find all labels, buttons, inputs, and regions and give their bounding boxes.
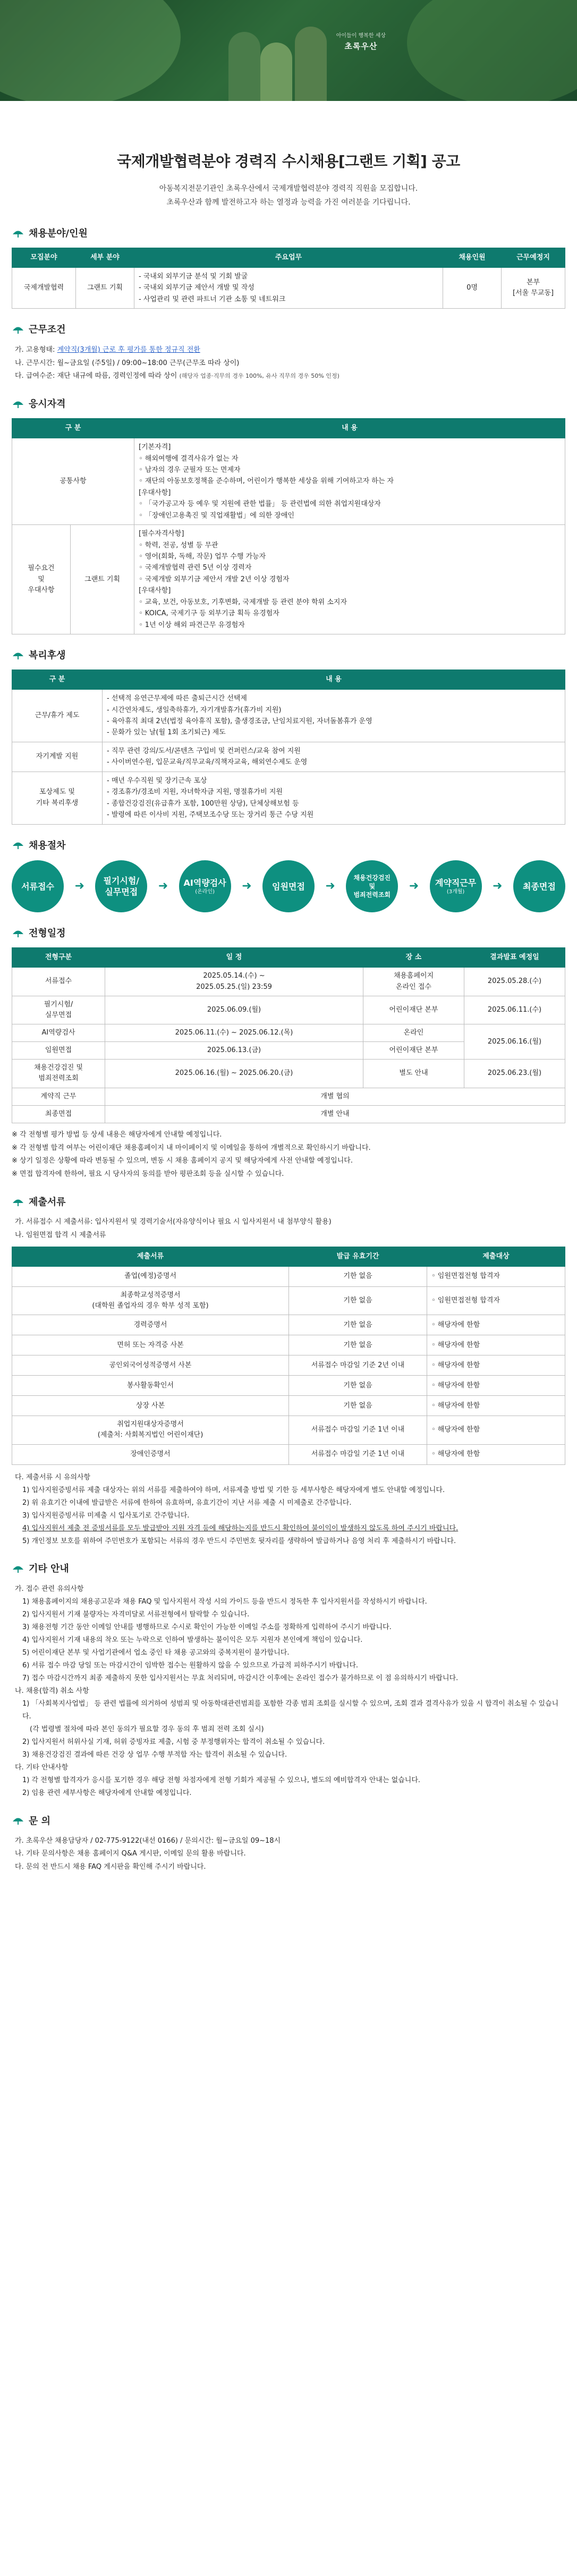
- documents-intro: [12, 1216, 565, 1242]
- table-row: [12, 1355, 565, 1376]
- table-header: 발급 유효기간: [289, 1247, 427, 1266]
- text-line: - 매년 우수직원 및 장기근속 포상: [107, 776, 207, 785]
- section-header-conditions: [12, 323, 565, 337]
- text-line: 2025.05.28.(수): [464, 968, 565, 996]
- text-line: ◦ 「국가공고자 등 예우 및 지원에 관한 법률」 등 관련법에 의한 취업지원대상자: [139, 500, 381, 509]
- table-row: [12, 742, 565, 772]
- intro-line: 초록우산과 함께 발전하고자 하는 열정과 능력을 가진 여러분을 기다립니다.: [166, 198, 411, 207]
- benefit-lines: [103, 772, 565, 824]
- text-line: 6) 서류 접수 마감 당일 또는 마감시간이 임박한 접수는 원활하지 않을 수 있으므로 가급적 피하주시기 바랍니다.: [22, 1662, 359, 1670]
- doc-target: ◦ 임원면접전형 합격자: [427, 1266, 565, 1286]
- text-line: 2) 임용 관련 세부사항은 해당자에게 안내할 예정입니다.: [22, 1789, 192, 1798]
- table-row: [12, 267, 565, 308]
- doc-name: 졸업(예정)증명서: [12, 1266, 289, 1286]
- table-row: [12, 996, 565, 1024]
- section-header-recruit: [12, 226, 565, 241]
- arrow-right-icon: ➜: [242, 879, 252, 893]
- text-line: 2025.05.14.(수) ~ 2025.05.25.(일) 23:59: [105, 968, 363, 996]
- section-header-schedule: [12, 926, 565, 941]
- table-row: [12, 438, 565, 525]
- process-step: 최종면접: [513, 860, 565, 912]
- text-line: [필수자격사항]: [139, 530, 184, 538]
- doc-target: ◦ 해당자에 한함: [427, 1416, 565, 1444]
- doc-validity: 서류접수 마감일 기준 1년 이내: [289, 1416, 427, 1444]
- doc-name: 공인외국어성적증명서 사본: [12, 1355, 289, 1376]
- table-header: 일 정: [105, 948, 363, 968]
- text-line: - 문화가 있는 날(월 1회 조기퇴근) 제도: [107, 728, 226, 737]
- text-line: 나. 채용(합격) 취소 사항: [15, 1687, 89, 1696]
- section-title: 근무조건: [29, 324, 66, 336]
- table-row: [12, 1396, 565, 1416]
- row-label: 자기계발 지원: [12, 742, 103, 772]
- brand-tagline: 아이들이 행복한 세상: [336, 33, 386, 39]
- cell-place: [502, 267, 565, 308]
- arrow-right-icon: ➜: [158, 879, 168, 893]
- doc-target: ◦ 임원면접전형 합격자: [427, 1286, 565, 1315]
- section-title: 기타 안내: [29, 1563, 69, 1574]
- text-line: ◦ 교육, 보건, 아동보호, 기후변화, 국제개발 등 관련 분야 학위 소지자: [139, 598, 347, 606]
- text-line: 2025.06.11.(수): [464, 996, 565, 1024]
- schedule-table: [12, 947, 565, 1123]
- cell-field: 국제개발협력: [12, 267, 76, 308]
- text-line: ◦ KOICA, 국제기구 등 외부기금 획득 유경험자: [139, 609, 279, 618]
- doc-validity: 기한 없음: [289, 1266, 427, 1286]
- brand-logo: [336, 32, 386, 53]
- text-line: - 발령에 따른 이사비 지원, 주택보조수당 또는 장거리 통근 수당 지원: [107, 811, 314, 819]
- row-label: [12, 525, 71, 634]
- text-line: 가. 서류접수 시 제출서류: 입사지원서 및 경력기술서(자유양식이나 필요 시 입사지원서 내 첨부양식 활용): [15, 1218, 332, 1226]
- text-line: 최종면접: [12, 1105, 105, 1123]
- doc-target: ◦ 해당자에 한함: [427, 1355, 565, 1376]
- table-row: [12, 1088, 565, 1105]
- row-label: [12, 772, 103, 824]
- section-header-qualification: [12, 397, 565, 412]
- doc-validity: 기한 없음: [289, 1335, 427, 1355]
- hero-banner: [0, 0, 577, 101]
- text-line: ※ 면접 합격자에 한하여, 필요 시 당사자의 동의를 받아 평판조회 등을 실시할 수 있습니다.: [12, 1170, 284, 1178]
- text-line: [우대사항]: [139, 587, 171, 595]
- doc-name: 면허 또는 자격증 사본: [12, 1335, 289, 1355]
- text-line: 나. 임원면접 합격 시 제출서류: [15, 1231, 106, 1240]
- text-line: (각 법령별 절차에 따라 본인 동의가 필요할 경우 동의 후 범죄 전력 조회 실시): [30, 1725, 264, 1734]
- text-line: ◦ 해외여행에 결격사유가 없는 자: [139, 454, 239, 463]
- text-line: ※ 각 전형별 평가 방법 등 상세 내용은 해당자에게 안내할 예정입니다.: [12, 1130, 222, 1139]
- doc-target: ◦ 해당자에 한함: [427, 1396, 565, 1416]
- work-hours: 나. 근무시간: 월~금요일 (주5일) / 09:00~18:00 근무(근무조 따라 상이): [15, 359, 240, 367]
- benefit-lines: [103, 690, 565, 742]
- text-line: - 경조휴가/경조비 지원, 자녀학자금 지원, 명절휴가비 지원: [107, 788, 283, 796]
- doc-validity: 기한 없음: [289, 1286, 427, 1315]
- text-line: 다. 문의 전 반드시 채용 FAQ 게시판을 확인해 주시기 바랍니다.: [15, 1862, 206, 1871]
- umbrella-icon: [12, 929, 24, 938]
- qualification-common: [134, 438, 565, 525]
- text-line: ◦ 영어(회화, 독해, 작문) 업무 수행 가능자: [139, 553, 266, 561]
- process-step: 필기시험/ 실무면접: [95, 860, 147, 912]
- process-flow: [12, 860, 565, 912]
- table-row: [12, 690, 565, 742]
- page-title: 국제개발협력분야 경력직 수시채용[그랜트 기획] 공고: [117, 152, 460, 170]
- text-line: 어린이재단 본부: [363, 996, 464, 1024]
- documents-notes: [12, 1471, 565, 1548]
- table-header: 제출서류: [12, 1247, 289, 1266]
- table-header: 모집분야: [12, 248, 76, 267]
- text-line: ◦ 1년 이상 해외 파견근무 유경험자: [139, 621, 245, 629]
- text-line: 별도 안내: [363, 1060, 464, 1088]
- table-header: 내 용: [134, 418, 565, 438]
- text-line: 및: [38, 575, 45, 583]
- table-header: 제출대상: [427, 1247, 565, 1266]
- table-row: [12, 772, 565, 824]
- umbrella-icon: [12, 230, 24, 238]
- doc-validity: 기한 없음: [289, 1396, 427, 1416]
- doc-validity: 서류접수 마감일 기준 1년 이내: [289, 1444, 427, 1464]
- text-line: ◦ 재단의 아동보호정책을 준수하며, 어린이가 행복한 세상을 위해 기여하고자 하는 자: [139, 477, 394, 486]
- text-line: - 육아휴직 최대 2년(법정 육아휴직 포함), 출생경조금, 난임치료지원, 자녀돌봄휴가 운영: [107, 717, 372, 725]
- text-line: 2) 입사지원서 기재 불량자는 자격미달로 서류전형에서 탈락할 수 있습니다.: [22, 1610, 250, 1619]
- table-row: [12, 1335, 565, 1355]
- text-line: 다. 제출서류 시 유의사항: [15, 1473, 91, 1481]
- text-line: 기타 복리후생: [36, 799, 79, 807]
- cell-tasks: [134, 267, 443, 308]
- section-title: 복리후생: [29, 650, 66, 662]
- employment-label: 가. 고용형태:: [15, 346, 57, 354]
- row-sublabel: 그랜트 기획: [71, 525, 134, 634]
- table-row: [12, 525, 565, 634]
- text-line: 3) 입사지원증빙서류 미제출 시 입사포기로 간주합니다.: [22, 1511, 190, 1520]
- text-line: 필기시험/ 실무면접: [12, 996, 105, 1024]
- text-line: 5) 어린이재단 본부 및 사업기관에서 업소 중인 타 채용 공고와의 중복지원이 불가합니다.: [22, 1648, 290, 1657]
- text-line: - 시간연차제도, 생일축하휴가, 자기개발휴가(휴가비 지원): [107, 706, 282, 714]
- process-step: 채용건강검진 및 범죄전력조회: [346, 860, 398, 912]
- text-line: - 종합건강검진(유급휴가 포함, 100만원 상당), 단체상해보험 등: [107, 799, 299, 808]
- intro-line: 아동복지전문기관인 초록우산에서 국제개발협력분야 경력직 직원을 모집합니다.: [159, 184, 418, 193]
- section-header-etc: [12, 1562, 565, 1577]
- text-line: ◦ 국제개발협력 관련 5년 이상 경력자: [139, 564, 252, 572]
- doc-name: 봉사활동확인서: [12, 1376, 289, 1396]
- umbrella-icon: [12, 1817, 24, 1825]
- cell-count: 0명: [443, 267, 502, 308]
- cell-subfield: 그랜트 기획: [76, 267, 134, 308]
- table-header: 구 분: [12, 418, 134, 438]
- section-title: 전형일정: [29, 928, 66, 939]
- doc-name: 상장 사본: [12, 1396, 289, 1416]
- text-line: 2025.06.16.(월): [464, 1024, 565, 1059]
- text-line: - 사이버연수원, 입문교육/직무교육/직책자교육, 해외연수제도 운영: [107, 758, 308, 767]
- place-line: 본부: [526, 278, 540, 286]
- section-header-process: [12, 838, 565, 853]
- process-step: 계약직근무 (3개월): [430, 860, 482, 912]
- text-line: 서류접수: [12, 968, 105, 996]
- benefit-lines: [103, 742, 565, 772]
- doc-target: ◦ 해당자에 한함: [427, 1376, 565, 1396]
- arrow-right-icon: ➜: [325, 879, 335, 893]
- text-line: 2025.06.16.(월) ~ 2025.06.20.(금): [105, 1060, 363, 1088]
- table-header: 전형구분: [12, 948, 105, 968]
- salary-note: (해당자 업종·직무의 경우 100%, 유사 직무의 경우 50% 인정): [179, 372, 340, 380]
- task-line: - 국내외 외부기금 분석 및 기회 발굴: [139, 272, 248, 281]
- text-line: 계약직 근무: [12, 1088, 105, 1105]
- section-title: 채용절차: [29, 840, 66, 851]
- doc-name: 장애인증명서: [12, 1444, 289, 1464]
- schedule-notes: [12, 1129, 565, 1181]
- table-row: [12, 1286, 565, 1315]
- contact-info: [12, 1835, 565, 1873]
- doc-name: 경력증명서: [12, 1315, 289, 1335]
- text-line: 우대사항: [28, 586, 55, 594]
- table-row: [12, 1416, 565, 1444]
- text-line: 다. 기타 안내사항: [15, 1764, 69, 1772]
- arrow-right-icon: ➜: [493, 879, 503, 893]
- text-line: ※ 각 전형별 합격 여부는 어린이재단 채용홈페이지 내 마이페이지 및 이메일을 통하여 개별적으로 확인하시기 바랍니다.: [12, 1143, 371, 1152]
- conditions-list: [12, 344, 565, 383]
- documents-table: [12, 1247, 565, 1465]
- table-row: [12, 1444, 565, 1464]
- text-line: 채용건강검진 및 범죄전력조회: [12, 1060, 105, 1088]
- section-header-benefits: [12, 648, 565, 663]
- table-row: [12, 1060, 565, 1088]
- text-line: 채용홈페이지 온라인 접수: [363, 968, 464, 996]
- section-header-documents: [12, 1195, 565, 1210]
- text-line: 임원면접: [12, 1042, 105, 1060]
- doc-validity: 기한 없음: [289, 1315, 427, 1335]
- text-line: 4) 입사지원서 제출 전 증빙서류를 모두 발급받아 지원 자격 등에 해당하는지를 반드시 확인하여 불이익이 발생하지 않도록 하여 주시기 바랍니다.: [22, 1524, 459, 1532]
- table-header: 내 용: [103, 670, 565, 689]
- section-title: 제출서류: [29, 1196, 66, 1208]
- doc-name: 취업지원대상자증명서 (제출처: 사회복지법인 어린이재단): [12, 1416, 289, 1444]
- etc-notes: [12, 1583, 565, 1800]
- table-header: 근무예정지: [502, 248, 565, 267]
- table-row: [12, 1266, 565, 1286]
- section-header-contact: [12, 1814, 565, 1829]
- text-line: - 선택적 유연근무제에 따른 출퇴근시간 선택제: [107, 694, 247, 703]
- brand-name: 초록우산: [344, 41, 378, 51]
- place-line: [서울 무교동]: [512, 289, 554, 297]
- table-header: 구 분: [12, 670, 103, 689]
- row-label: 공통사항: [12, 438, 134, 525]
- table-header: 장 소: [363, 948, 464, 968]
- umbrella-icon: [12, 400, 24, 409]
- text-line: 1) 입사지원증빙서류 제출 대상자는 위의 서류를 제출하여야 하며, 서류제출 방법 및 기한 등 세부사항은 해당자에게 별도 안내할 예정입니다.: [22, 1486, 445, 1494]
- text-line: 1) 채용홈페이지의 채용공고문과 채용 FAQ 및 입사지원서 작성 시의 가이드 등을 반드시 정독한 후 입사지원서를 작성하시기 바랍니다.: [22, 1597, 427, 1606]
- table-header: 결과발표 예정일: [464, 948, 565, 968]
- task-line: - 사업관리 및 관련 파트너 기관 소통 및 네트워크: [139, 295, 286, 303]
- table-header: 주요업무: [134, 248, 443, 267]
- benefits-table: [12, 670, 565, 825]
- doc-validity: 서류접수 마감일 기준 2년 이내: [289, 1355, 427, 1376]
- text-line: 1) 각 전형별 합격자가 응시를 포기한 경우 해당 전형 차점자에게 전형 기회가 제공될 수 있으나, 별도의 예비합격자 안내는 없습니다.: [22, 1776, 421, 1785]
- doc-target: ◦ 해당자에 한함: [427, 1444, 565, 1464]
- salary-text: 다. 급여수준: 재단 내규에 따름, 경력인정에 따라 상이: [15, 372, 177, 380]
- table-row: [12, 1024, 565, 1041]
- table-row: [12, 1315, 565, 1335]
- umbrella-icon: [12, 651, 24, 660]
- text-line: 3) 채용전형 기간 동안 이메일 안내를 병행하므로 수시로 확인이 가능한 이메일 주소를 정확하게 입력하여 주시기 바랍니다.: [22, 1623, 392, 1631]
- text-line: 5) 개인정보 보호를 위하여 주민번호가 포함되는 서류의 경우 반드시 주민번호 뒷자리를 생략하여 발급하거나 음영 처리 후 제출하시기 바랍니다.: [22, 1537, 456, 1545]
- text-line: 7) 접수 마감시간까지 최종 제출하지 못한 입사지원서는 무효 처리되며, 마감시간 이후에는 온라인 접수가 불가하므로 이 점 유의하시기 바랍니다.: [22, 1674, 459, 1683]
- doc-name: 최종학교성적증명서 (대학원 졸업자의 경우 학부 성적 포함): [12, 1286, 289, 1315]
- text-line: AI역량검사: [12, 1024, 105, 1041]
- table-header: 세부 분야: [76, 248, 134, 267]
- text-line: [우대사항]: [139, 488, 171, 497]
- recruit-table: [12, 248, 565, 309]
- qualification-table: [12, 418, 565, 634]
- text-line: 4) 입사지원서 기재 내용의 착오 또는 누락으로 인하여 발생하는 불이익은 모두 지원자 본인에게 책임이 있습니다.: [22, 1636, 363, 1644]
- text-line: 2025.06.11.(수) ~ 2025.06.12.(목): [105, 1024, 363, 1041]
- doc-target: ◦ 해당자에 한함: [427, 1315, 565, 1335]
- text-line: 2025.06.13.(금): [105, 1042, 363, 1060]
- text-line: 2) 위 유효기간 이내에 발급받은 서류에 한하여 유효하며, 유효기간이 지난 서류 제출 시 미제출로 간주합니다.: [22, 1498, 352, 1507]
- intro-text: [12, 182, 565, 209]
- text-line: 개별 안내: [105, 1105, 565, 1123]
- doc-target: ◦ 해당자에 한함: [427, 1335, 565, 1355]
- table-row: [12, 1376, 565, 1396]
- text-line: 가. 초록우산 채용담당자 / 02-775-9122(내선 0166) / 문의시간: 월~금요일 09~18시: [15, 1837, 281, 1845]
- text-line: ◦ 국제개발 외부기금 제안서 개발 2년 이상 경험자: [139, 575, 290, 583]
- umbrella-icon: [12, 1198, 24, 1207]
- section-title: 응시자격: [29, 399, 66, 410]
- process-step: 서류접수: [12, 860, 64, 912]
- text-line: 2025.06.23.(월): [464, 1060, 565, 1088]
- text-line: [기본자격]: [139, 443, 171, 452]
- table-row: [12, 1105, 565, 1123]
- text-line: 2) 입사지원서 허위사실 기재, 허위 증빙자료 제출, 시험 중 부정행위자는 합격이 취소될 수 있습니다.: [22, 1738, 325, 1747]
- section-title: 채용분야/인원: [29, 227, 88, 239]
- umbrella-icon: [12, 841, 24, 850]
- row-label: 근무/휴가 제도: [12, 690, 103, 742]
- section-title: 문 의: [29, 1815, 51, 1827]
- text-line: 2025.06.09.(월): [105, 996, 363, 1024]
- table-header: 채용인원: [443, 248, 502, 267]
- text-line: 포상제도 및: [39, 788, 75, 796]
- text-line: ※ 상기 일정은 상황에 따라 변동될 수 있으며, 변동 시 채용 홈페이지 공지 및 해당자에게 사전 안내할 예정입니다.: [12, 1157, 353, 1165]
- text-line: ◦ 남자의 경우 군필자 또는 면제자: [139, 465, 241, 474]
- umbrella-icon: [12, 1565, 24, 1573]
- text-line: 필수요건: [28, 564, 55, 573]
- text-line: 3) 채용건강검진 결과에 따른 건강 상 업무 수행 부적합 자는 합격이 취소될 수 있습니다.: [22, 1751, 287, 1759]
- process-step: 임원면접: [262, 860, 315, 912]
- text-line: 어린이재단 본부: [363, 1042, 464, 1060]
- arrow-right-icon: ➜: [74, 879, 84, 893]
- text-line: 1) 「사회복지사업법」 등 관련 법률에 의거하여 성범죄 및 아동학대관련범죄를 포함한 각종 범죄 조회를 실시할 수 있으며, 조회 결과 결격사유가 있을 시 합격이 취소될 수 있습니다.: [22, 1700, 559, 1721]
- task-line: - 국내외 외부기금 제안서 개발 및 작성: [139, 284, 254, 292]
- text-line: 온라인: [363, 1024, 464, 1041]
- text-line: ◦ 「장애인고용촉진 및 직업재활법」에 의한 장애인: [139, 511, 294, 520]
- text-line: ◦ 학력, 전공, 성별 등 무관: [139, 541, 218, 549]
- umbrella-icon: [12, 326, 24, 334]
- text-line: 나. 기타 문의사항은 채용 홈페이지 Q&A 게시판, 이메일 문의 활용 바랍니다.: [15, 1850, 246, 1858]
- qualification-required: [134, 525, 565, 634]
- text-line: 개별 협의: [105, 1088, 565, 1105]
- text-line: - 직무 관련 강의/도서/콘텐츠 구입비 및 컨퍼런스/교육 참여 지원: [107, 747, 301, 755]
- table-row: [12, 968, 565, 996]
- employment-type-link[interactable]: 계약직(3개월) 근로 후 평가를 통한 정규직 전환: [57, 346, 200, 354]
- process-step: AI역량검사 (온라인): [179, 860, 231, 912]
- doc-validity: 기한 없음: [289, 1376, 427, 1396]
- text-line: 가. 접수 관련 유의사항: [15, 1584, 84, 1593]
- arrow-right-icon: ➜: [409, 879, 419, 893]
